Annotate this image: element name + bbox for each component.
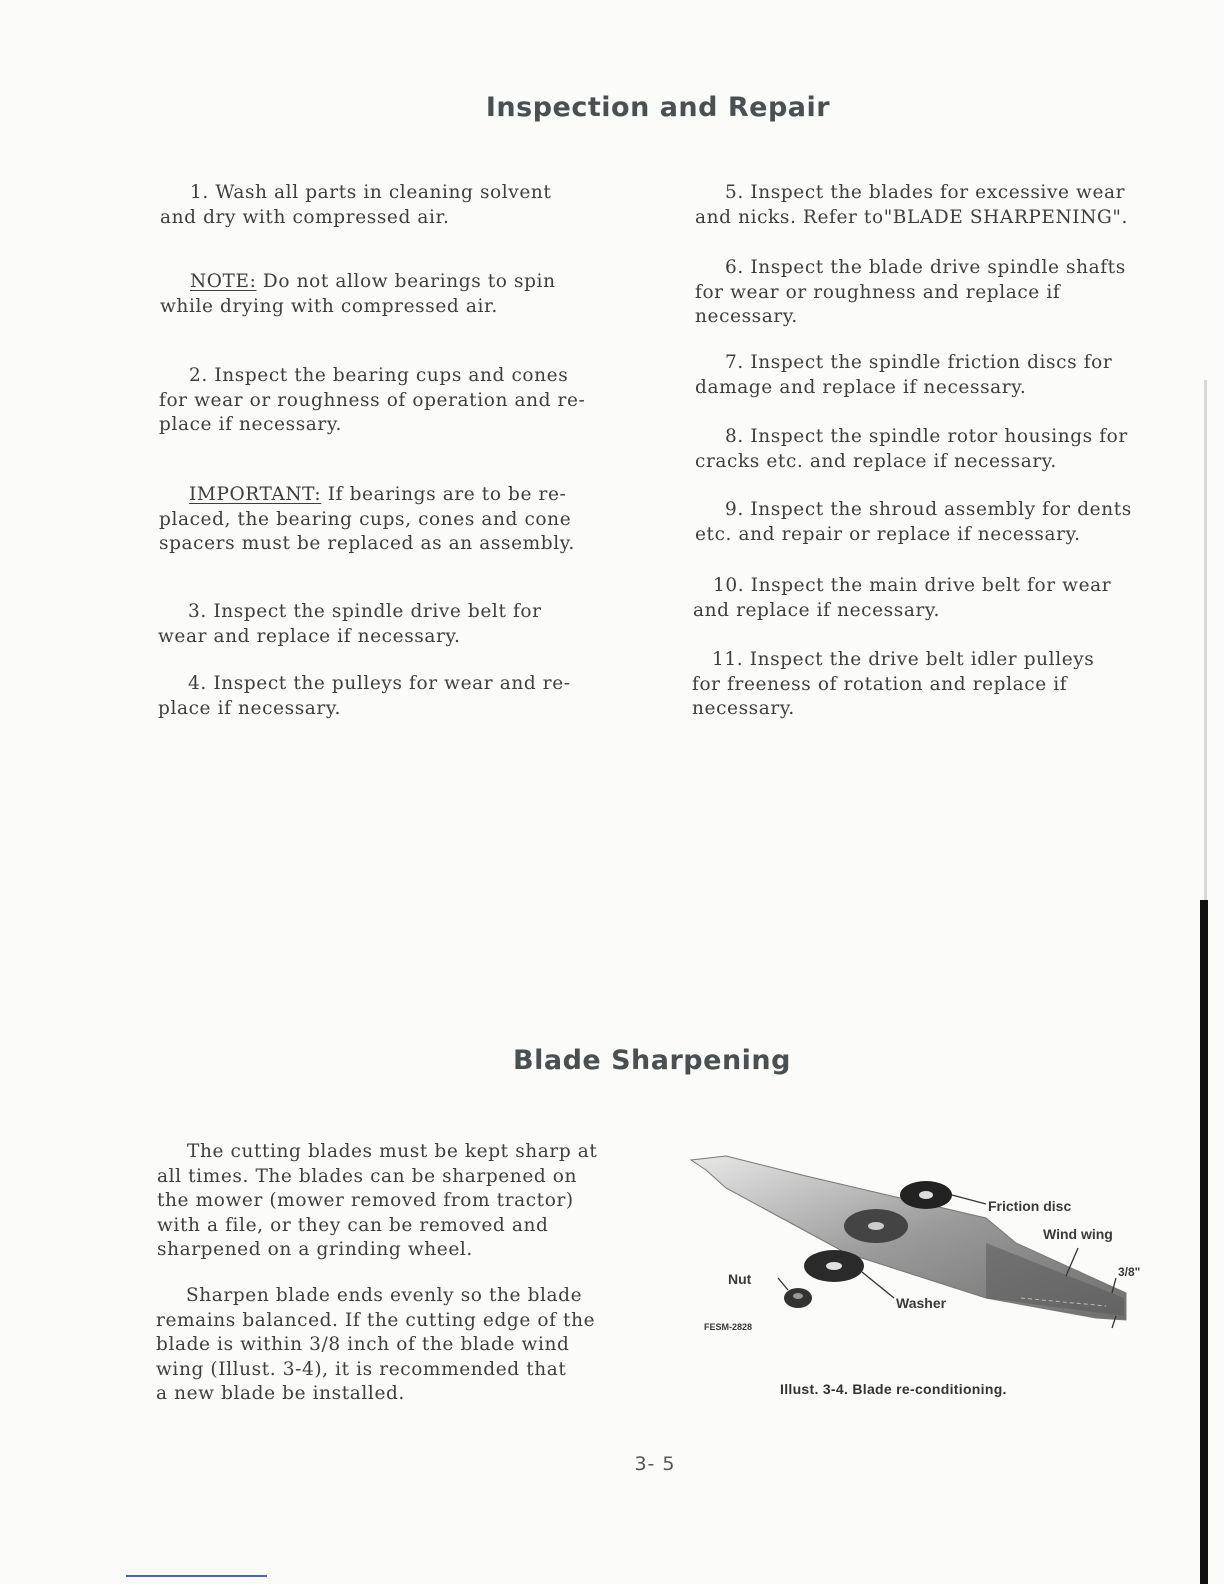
step-1 [160,181,551,230]
blade-p1-line-3: the mower (mower removed from tractor) [157,1190,574,1211]
nut-label: Nut [728,1271,752,1287]
step-11-line-3: necessary. [692,698,795,719]
step-4-line-1: 4. Inspect the pulleys for wear and re- [188,673,571,694]
friction-disc-top [900,1181,952,1209]
step-3-line-2: wear and replace if necessary. [158,625,461,647]
step-5 [695,181,1128,230]
blade-p2-line-4: wing (Illust. 3-4), it is recommended that [156,1358,567,1380]
step-6-line-1: 6. Inspect the blade drive spindle shafts [725,257,1126,278]
blade-paragraph-2 [156,1284,595,1407]
step-5-line-1: 5. Inspect the blades for excessive wear [725,182,1126,203]
step-11 [692,648,1094,722]
step-11-line-1: 11. Inspect the drive belt idler pulleys [712,649,1095,670]
washer-label: Washer [896,1295,947,1311]
step-10-line-2: and replace if necessary. [693,599,940,621]
footer-rule [126,1575,267,1577]
important-line-2: placed, the bearing cups, cones and cone [159,508,572,530]
wind-wing-label: Wind wing [1043,1226,1113,1242]
scan-edge-bar [1200,900,1208,1584]
page-number: 3- 5 [634,1453,676,1475]
friction-disc-lower [844,1209,908,1243]
step-2 [159,364,585,438]
dimension-label: 3/8" [1118,1265,1141,1279]
step-7-line-2: damage and replace if necessary. [695,376,1027,398]
blade-p1-line-1: The cutting blades must be kept sharp at [187,1141,598,1162]
blade-p1-line-2: all times. The blades can be sharpened on [157,1165,578,1187]
friction-disc-label: Friction disc [988,1198,1072,1214]
step-2-line-3: place if necessary. [159,414,342,435]
important-line-3: spacers must be replaced as an assembly. [159,533,575,554]
step-6-line-2: for wear or roughness and replace if [695,281,1061,303]
blade-p1-line-4: with a file, or they can be removed and [157,1214,549,1236]
blade-illustration [686,1148,1146,1348]
step-4-line-2: place if necessary. [158,697,341,719]
step-7 [695,351,1112,400]
step-3-line-1: 3. Inspect the spindle drive belt for [188,601,542,622]
section-title-blade-sharpening: Blade Sharpening [513,1045,791,1076]
blade-p2-line-5: a new blade be installed. [156,1383,405,1404]
scan-edge-shadow [1204,380,1207,900]
step-6-line-3: necessary. [695,306,798,327]
blade-p1-line-5: sharpened on a grinding wheel. [157,1239,473,1260]
washer [804,1250,864,1282]
note [160,270,556,319]
blade-paragraph-1 [157,1140,597,1263]
step-5-line-2: and nicks. Refer to"BLADE SHARPENING". [695,206,1128,228]
step-8-line-1: 8. Inspect the spindle rotor housings for [725,426,1128,447]
step-3 [158,600,542,649]
section-title-inspection: Inspection and Repair [485,92,831,123]
step-2-line-1: 2. Inspect the bearing cups and cones [189,365,569,386]
note-line-2: while drying with compressed air. [160,295,498,317]
step-1-line-1: 1. Wash all parts in cleaning solvent [190,182,552,203]
step-10 [693,574,1111,623]
step-4 [158,672,571,721]
step-7-line-1: 7. Inspect the spindle friction discs for [725,352,1113,373]
important-label: IMPORTANT: [189,484,322,505]
blade-p2-line-3: blade is within 3/8 inch of the blade wind [156,1334,570,1355]
step-8 [695,425,1128,474]
figure-code: FESM-2828 [704,1322,753,1332]
important-note [159,483,575,557]
step-9-line-1: 9. Inspect the shroud assembly for dents [725,499,1132,520]
step-2-line-2: for wear or roughness of operation and re- [159,389,586,411]
step-6 [695,256,1126,330]
step-8-line-2: cracks etc. and replace if necessary. [695,450,1057,472]
nut [784,1288,812,1308]
step-9 [695,498,1132,547]
step-11-line-2: for freeness of rotation and replace if [692,673,1068,695]
step-10-line-1: 10. Inspect the main drive belt for wear [713,575,1112,596]
blade-p2-line-1: Sharpen blade ends evenly so the blade [186,1285,583,1306]
note-label: NOTE: [190,271,257,292]
step-9-line-2: etc. and repair or replace if necessary. [695,523,1081,545]
illustration-caption: Illust. 3-4. Blade re-conditioning. [780,1381,1007,1397]
step-1-line-2: and dry with compressed air. [160,206,450,228]
blade-p2-line-2: remains balanced. If the cutting edge of the [156,1309,596,1331]
note-line-1: Do not allow bearings to spin [256,271,556,292]
wind-wing-shape [986,1243,1124,1316]
important-line-1: If bearings are to be re- [321,484,567,505]
